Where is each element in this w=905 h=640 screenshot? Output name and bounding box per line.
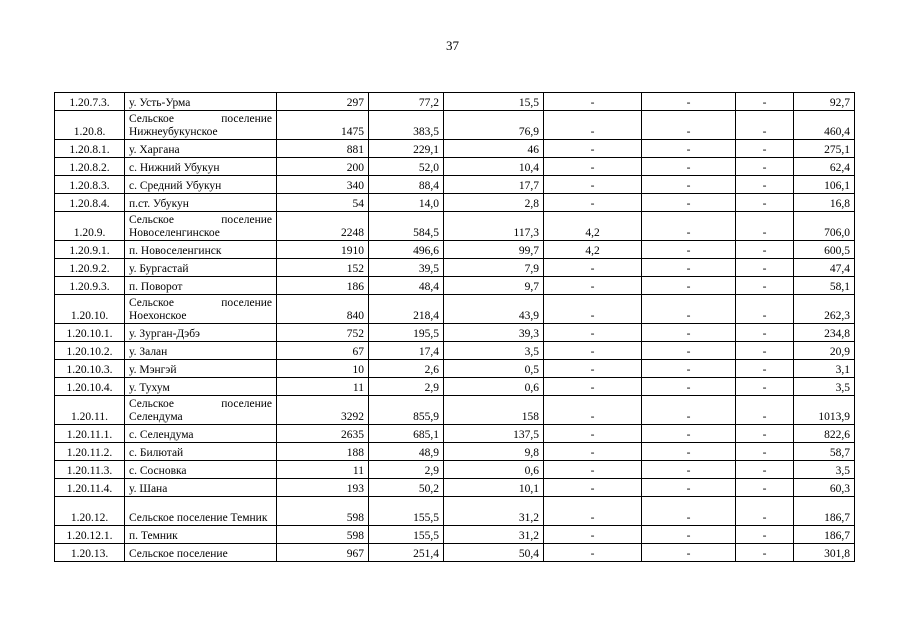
cell-col-2: 685,1 — [369, 425, 444, 443]
cell-col-6: - — [736, 93, 794, 111]
cell-col-1: 297 — [277, 93, 369, 111]
cell-col-1: 11 — [277, 461, 369, 479]
cell-col-5: - — [642, 93, 736, 111]
cell-col-1: 967 — [277, 544, 369, 562]
cell-col-6: - — [736, 158, 794, 176]
cell-col-7: 3,5 — [794, 461, 855, 479]
cell-col-7: 186,7 — [794, 497, 855, 526]
row-code: 1.20.11.4. — [55, 479, 125, 497]
cell-col-6: - — [736, 378, 794, 396]
cell-col-3: 0,6 — [444, 378, 544, 396]
row-code: 1.20.9.1. — [55, 241, 125, 259]
cell-col-7: 106,1 — [794, 176, 855, 194]
table-row — [55, 360, 855, 378]
cell-col-3: 76,9 — [444, 111, 544, 140]
cell-col-7: 58,7 — [794, 443, 855, 461]
cell-col-2: 195,5 — [369, 324, 444, 342]
cell-col-2: 50,2 — [369, 479, 444, 497]
cell-col-6: - — [736, 396, 794, 425]
cell-col-1: 10 — [277, 360, 369, 378]
cell-col-1: 186 — [277, 277, 369, 295]
row-name: у. Мэнгэй — [125, 360, 277, 378]
cell-col-3: 15,5 — [444, 93, 544, 111]
cell-col-7: 92,7 — [794, 93, 855, 111]
cell-col-5: - — [642, 497, 736, 526]
table-row — [55, 93, 855, 111]
row-code: 1.20.12. — [55, 497, 125, 526]
cell-col-2: 855,9 — [369, 396, 444, 425]
cell-col-5: - — [642, 324, 736, 342]
table-row — [55, 277, 855, 295]
cell-col-3: 39,3 — [444, 324, 544, 342]
row-code: 1.20.11.2. — [55, 443, 125, 461]
table-row — [55, 140, 855, 158]
row-name: Сельское поселение Нижнеубукунское — [125, 111, 277, 140]
cell-col-4: 4,2 — [544, 212, 642, 241]
cell-col-5: - — [642, 360, 736, 378]
cell-col-5: - — [642, 443, 736, 461]
cell-col-4: - — [544, 544, 642, 562]
cell-col-1: 1910 — [277, 241, 369, 259]
row-name: у. Шана — [125, 479, 277, 497]
row-name: с. Нижний Убукун — [125, 158, 277, 176]
cell-col-1: 188 — [277, 443, 369, 461]
cell-col-6: - — [736, 194, 794, 212]
cell-col-1: 840 — [277, 295, 369, 324]
row-name: Сельское поселение Ноехонское — [125, 295, 277, 324]
cell-col-2: 14,0 — [369, 194, 444, 212]
cell-col-3: 31,2 — [444, 526, 544, 544]
table-body — [55, 93, 855, 562]
row-code: 1.20.10.1. — [55, 324, 125, 342]
cell-col-7: 3,1 — [794, 360, 855, 378]
cell-col-5: - — [642, 241, 736, 259]
table-row — [55, 111, 855, 140]
row-name: с. Билютай — [125, 443, 277, 461]
cell-col-5: - — [642, 526, 736, 544]
cell-col-5: - — [642, 212, 736, 241]
cell-col-3: 9,8 — [444, 443, 544, 461]
row-code: 1.20.9.2. — [55, 259, 125, 277]
data-table — [54, 92, 855, 562]
row-code: 1.20.8.2. — [55, 158, 125, 176]
table-row — [55, 378, 855, 396]
cell-col-1: 2635 — [277, 425, 369, 443]
cell-col-2: 2,6 — [369, 360, 444, 378]
cell-col-4: - — [544, 111, 642, 140]
cell-col-6: - — [736, 324, 794, 342]
row-code: 1.20.11. — [55, 396, 125, 425]
row-name: у. Тухум — [125, 378, 277, 396]
row-name: у. Бургастай — [125, 259, 277, 277]
row-code: 1.20.10.4. — [55, 378, 125, 396]
cell-col-2: 88,4 — [369, 176, 444, 194]
cell-col-4: - — [544, 479, 642, 497]
row-code: 1.20.11.3. — [55, 461, 125, 479]
cell-col-2: 584,5 — [369, 212, 444, 241]
row-name: п. Новоселенгинск — [125, 241, 277, 259]
table-row — [55, 479, 855, 497]
cell-col-2: 218,4 — [369, 295, 444, 324]
cell-col-7: 47,4 — [794, 259, 855, 277]
row-name: с. Средний Убукун — [125, 176, 277, 194]
cell-col-4: - — [544, 360, 642, 378]
cell-col-5: - — [642, 479, 736, 497]
cell-col-5: - — [642, 295, 736, 324]
cell-col-3: 10,1 — [444, 479, 544, 497]
cell-col-1: 67 — [277, 342, 369, 360]
cell-col-2: 2,9 — [369, 378, 444, 396]
cell-col-3: 10,4 — [444, 158, 544, 176]
row-name: у. Харгана — [125, 140, 277, 158]
cell-col-1: 752 — [277, 324, 369, 342]
cell-col-6: - — [736, 259, 794, 277]
cell-col-5: - — [642, 277, 736, 295]
table-row — [55, 461, 855, 479]
cell-col-7: 20,9 — [794, 342, 855, 360]
cell-col-5: - — [642, 158, 736, 176]
row-name: с. Селендума — [125, 425, 277, 443]
cell-col-5: - — [642, 378, 736, 396]
cell-col-6: - — [736, 443, 794, 461]
cell-col-2: 383,5 — [369, 111, 444, 140]
cell-col-4: - — [544, 342, 642, 360]
cell-col-5: - — [642, 111, 736, 140]
cell-col-3: 137,5 — [444, 425, 544, 443]
cell-col-6: - — [736, 295, 794, 324]
cell-col-3: 3,5 — [444, 342, 544, 360]
cell-col-6: - — [736, 479, 794, 497]
row-name: п. Темник — [125, 526, 277, 544]
cell-col-3: 2,8 — [444, 194, 544, 212]
cell-col-1: 1475 — [277, 111, 369, 140]
row-code: 1.20.8.3. — [55, 176, 125, 194]
cell-col-7: 706,0 — [794, 212, 855, 241]
table-row — [55, 212, 855, 241]
table-row — [55, 544, 855, 562]
cell-col-4: 4,2 — [544, 241, 642, 259]
cell-col-6: - — [736, 526, 794, 544]
cell-col-1: 340 — [277, 176, 369, 194]
cell-col-6: - — [736, 360, 794, 378]
row-name: Сельское поселение Темник — [125, 497, 277, 526]
cell-col-5: - — [642, 544, 736, 562]
cell-col-7: 16,8 — [794, 194, 855, 212]
cell-col-5: - — [642, 342, 736, 360]
row-name: у. Залан — [125, 342, 277, 360]
cell-col-7: 234,8 — [794, 324, 855, 342]
row-name: Сельское поселение Селендума — [125, 396, 277, 425]
cell-col-5: - — [642, 396, 736, 425]
cell-col-4: - — [544, 158, 642, 176]
cell-col-2: 229,1 — [369, 140, 444, 158]
cell-col-6: - — [736, 497, 794, 526]
cell-col-7: 301,8 — [794, 544, 855, 562]
cell-col-5: - — [642, 176, 736, 194]
cell-col-1: 598 — [277, 526, 369, 544]
cell-col-3: 99,7 — [444, 241, 544, 259]
row-code: 1.20.9.3. — [55, 277, 125, 295]
row-code: 1.20.13. — [55, 544, 125, 562]
table-row — [55, 241, 855, 259]
cell-col-3: 43,9 — [444, 295, 544, 324]
row-name: у. Усть-Урма — [125, 93, 277, 111]
cell-col-2: 48,9 — [369, 443, 444, 461]
cell-col-2: 52,0 — [369, 158, 444, 176]
cell-col-3: 0,6 — [444, 461, 544, 479]
cell-col-1: 881 — [277, 140, 369, 158]
cell-col-5: - — [642, 461, 736, 479]
row-code: 1.20.8.4. — [55, 194, 125, 212]
cell-col-4: - — [544, 176, 642, 194]
cell-col-3: 0,5 — [444, 360, 544, 378]
row-code: 1.20.12.1. — [55, 526, 125, 544]
row-code: 1.20.8.1. — [55, 140, 125, 158]
cell-col-7: 186,7 — [794, 526, 855, 544]
table-row — [55, 443, 855, 461]
row-code: 1.20.11.1. — [55, 425, 125, 443]
table-row — [55, 396, 855, 425]
cell-col-7: 1013,9 — [794, 396, 855, 425]
table-row — [55, 194, 855, 212]
cell-col-4: - — [544, 497, 642, 526]
table-row — [55, 425, 855, 443]
cell-col-4: - — [544, 378, 642, 396]
row-name: с. Сосновка — [125, 461, 277, 479]
row-name: Сельское поселение — [125, 544, 277, 562]
cell-col-2: 2,9 — [369, 461, 444, 479]
table-row — [55, 324, 855, 342]
cell-col-4: - — [544, 526, 642, 544]
table-row — [55, 295, 855, 324]
cell-col-7: 822,6 — [794, 425, 855, 443]
cell-col-4: - — [544, 396, 642, 425]
cell-col-6: - — [736, 140, 794, 158]
cell-col-3: 158 — [444, 396, 544, 425]
cell-col-2: 77,2 — [369, 93, 444, 111]
cell-col-6: - — [736, 176, 794, 194]
cell-col-6: - — [736, 461, 794, 479]
page-number: 37 — [446, 38, 459, 53]
cell-col-7: 58,1 — [794, 277, 855, 295]
cell-col-5: - — [642, 194, 736, 212]
cell-col-6: - — [736, 212, 794, 241]
cell-col-7: 3,5 — [794, 378, 855, 396]
row-name: Сельское поселение Новоселенгинское — [125, 212, 277, 241]
cell-col-4: - — [544, 194, 642, 212]
cell-col-7: 262,3 — [794, 295, 855, 324]
cell-col-7: 460,4 — [794, 111, 855, 140]
cell-col-3: 46 — [444, 140, 544, 158]
cell-col-2: 39,5 — [369, 259, 444, 277]
cell-col-6: - — [736, 111, 794, 140]
cell-col-6: - — [736, 544, 794, 562]
table-row — [55, 176, 855, 194]
cell-col-2: 251,4 — [369, 544, 444, 562]
cell-col-6: - — [736, 277, 794, 295]
row-name: п.ст. Убукун — [125, 194, 277, 212]
cell-col-3: 9,7 — [444, 277, 544, 295]
row-code: 1.20.7.3. — [55, 93, 125, 111]
cell-col-7: 60,3 — [794, 479, 855, 497]
cell-col-1: 598 — [277, 497, 369, 526]
cell-col-4: - — [544, 425, 642, 443]
cell-col-1: 2248 — [277, 212, 369, 241]
cell-col-5: - — [642, 140, 736, 158]
row-code: 1.20.10. — [55, 295, 125, 324]
cell-col-4: - — [544, 277, 642, 295]
row-code: 1.20.10.2. — [55, 342, 125, 360]
row-code: 1.20.8. — [55, 111, 125, 140]
table-row — [55, 526, 855, 544]
cell-col-1: 3292 — [277, 396, 369, 425]
cell-col-7: 275,1 — [794, 140, 855, 158]
row-code: 1.20.10.3. — [55, 360, 125, 378]
cell-col-4: - — [544, 443, 642, 461]
cell-col-3: 50,4 — [444, 544, 544, 562]
cell-col-2: 155,5 — [369, 526, 444, 544]
cell-col-1: 54 — [277, 194, 369, 212]
cell-col-3: 7,9 — [444, 259, 544, 277]
cell-col-5: - — [642, 425, 736, 443]
cell-col-1: 200 — [277, 158, 369, 176]
cell-col-2: 155,5 — [369, 497, 444, 526]
cell-col-4: - — [544, 324, 642, 342]
cell-col-4: - — [544, 259, 642, 277]
cell-col-4: - — [544, 93, 642, 111]
cell-col-3: 17,7 — [444, 176, 544, 194]
cell-col-7: 62,4 — [794, 158, 855, 176]
cell-col-1: 152 — [277, 259, 369, 277]
cell-col-4: - — [544, 295, 642, 324]
cell-col-1: 11 — [277, 378, 369, 396]
cell-col-6: - — [736, 342, 794, 360]
cell-col-4: - — [544, 140, 642, 158]
cell-col-7: 600,5 — [794, 241, 855, 259]
cell-col-3: 31,2 — [444, 497, 544, 526]
cell-col-2: 48,4 — [369, 277, 444, 295]
cell-col-2: 17,4 — [369, 342, 444, 360]
cell-col-3: 117,3 — [444, 212, 544, 241]
table-row — [55, 259, 855, 277]
cell-col-4: - — [544, 461, 642, 479]
row-name: у. Зурган-Дэбэ — [125, 324, 277, 342]
row-code: 1.20.9. — [55, 212, 125, 241]
cell-col-6: - — [736, 425, 794, 443]
table-row — [55, 497, 855, 526]
table-row — [55, 342, 855, 360]
cell-col-1: 193 — [277, 479, 369, 497]
row-name: п. Поворот — [125, 277, 277, 295]
cell-col-6: - — [736, 241, 794, 259]
cell-col-5: - — [642, 259, 736, 277]
cell-col-2: 496,6 — [369, 241, 444, 259]
table-row — [55, 158, 855, 176]
